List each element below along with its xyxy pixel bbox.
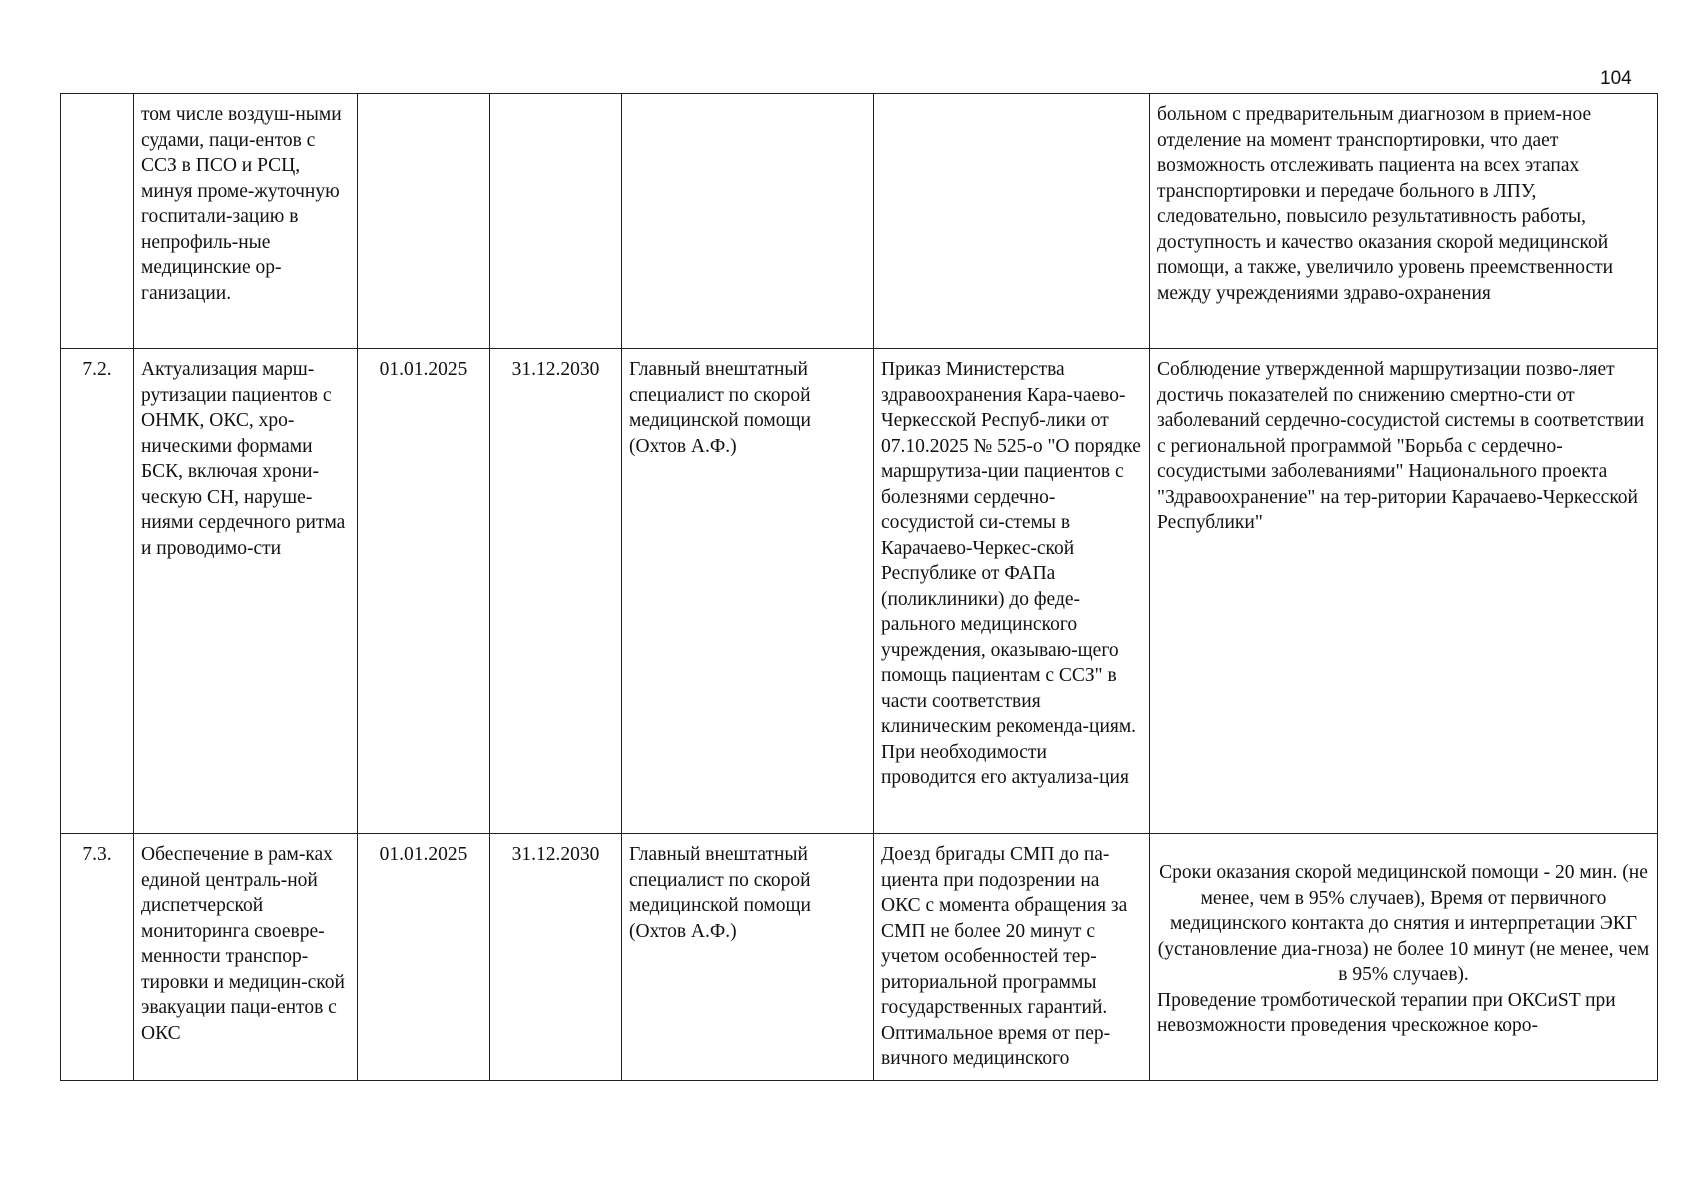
row-number-cell: 7.2.	[61, 349, 134, 834]
row-number-cell: 7.3.	[61, 834, 134, 1081]
document-cell: Приказ Министерства здравоохранения Кара-чаево-Черкесской Респуб-лики от 07.10.2025 № 525-о "О порядке маршрутиза-ции пациентов с болезнями сердечно-сосудистой си-стемы в Карачаево-Черкес-ской Республике от ФАПа (поликлиники) до феде-рального медицинского учреждения, оказываю-щего помощь пациентам с ССЗ" в части соответствия клиническим рекоменда-циям. При необходимости проводится его актуализа-ция	[874, 349, 1150, 834]
responsible-cell: Главный внештатный специалист по скорой медицинской помощи (Охтов А.Ф.)	[622, 349, 874, 834]
table-row	[61, 94, 1658, 349]
end-date-cell: 31.12.2030	[490, 349, 622, 834]
start-date-cell: 01.01.2025	[358, 834, 490, 1081]
activity-cell: том числе воздуш-ными судами, паци-ентов с ССЗ в ПСО и РСЦ, минуя проме-жуточную госпитали-зацию в непрофиль-ные медицинские ор-ганизации.	[134, 94, 358, 349]
document-cell	[874, 94, 1150, 349]
measures-table	[60, 93, 1658, 1081]
result-cell	[1150, 834, 1658, 1081]
result-tail-text: Проведение тромботической терапии при ОКСиST при невозможности проведения чрескожное коро-	[1157, 989, 1616, 1036]
end-date-cell	[490, 94, 622, 349]
table-row	[61, 834, 1658, 1081]
page-number: 104	[1600, 68, 1632, 89]
start-date-cell	[358, 94, 490, 349]
result-cell: больном с предварительным диагнозом в прием-ное отделение на момент транспортировки, что дает возможность отслеживать пациента на всех этапах транспортировки и передаче больного в ЛПУ, следовательно, повысило результативность работы, доступность и качество оказания скорой медицинской помощи, а также, увеличило уровень преемственности между учреждениями здраво-охранения	[1150, 94, 1658, 349]
responsible-cell	[622, 94, 874, 349]
activity-cell: Актуализация марш-рутизации пациентов с ОНМК, ОКС, хро-ническими формами БСК, включая хрони-ческую СН, наруше-ниями сердечного ритма и проводимо-сти	[134, 349, 358, 834]
activity-cell: Обеспечение в рам-ках единой централь-ной диспетчерской мониторинга своевре-менности транспор-тировки и медицин-ской эвакуации паци-ентов с ОКС	[134, 834, 358, 1081]
end-date-cell: 31.12.2030	[490, 834, 622, 1081]
document-cell: Доезд бригады СМП до па-циента при подозрении на ОКС с момента обращения за СМП не более 20 минут с учетом особенностей тер-риториальной программы государственных гарантий. Оптимальное время от пер-вичного медицинского	[874, 834, 1150, 1081]
row-number-cell	[61, 94, 134, 349]
result-cell: Соблюдение утвержденной маршрутизации позво-ляет достичь показателей по снижению смертно-сти от заболеваний сердечно-сосудистой системы в соответствии с региональной программой "Борьба с сердечно-сосудистыми заболеваниями" Национального проекта "Здравоохранение" на тер-ритории Карачаево-Черкесской Республики"	[1150, 349, 1658, 834]
start-date-cell: 01.01.2025	[358, 349, 490, 834]
result-centered-text: Сроки оказания скорой медицинской помощи - 20 мин. (не менее, чем в 95% случаев), Время от первичного медицинского контакта до снятия и интерпретации ЭКГ (установление диа-гноза) не более 10 минут (не менее, чем в 95% случаев).	[1157, 862, 1650, 985]
responsible-cell: Главный внештатный специалист по скорой медицинской помощи (Охтов А.Ф.)	[622, 834, 874, 1081]
table-row	[61, 349, 1658, 834]
